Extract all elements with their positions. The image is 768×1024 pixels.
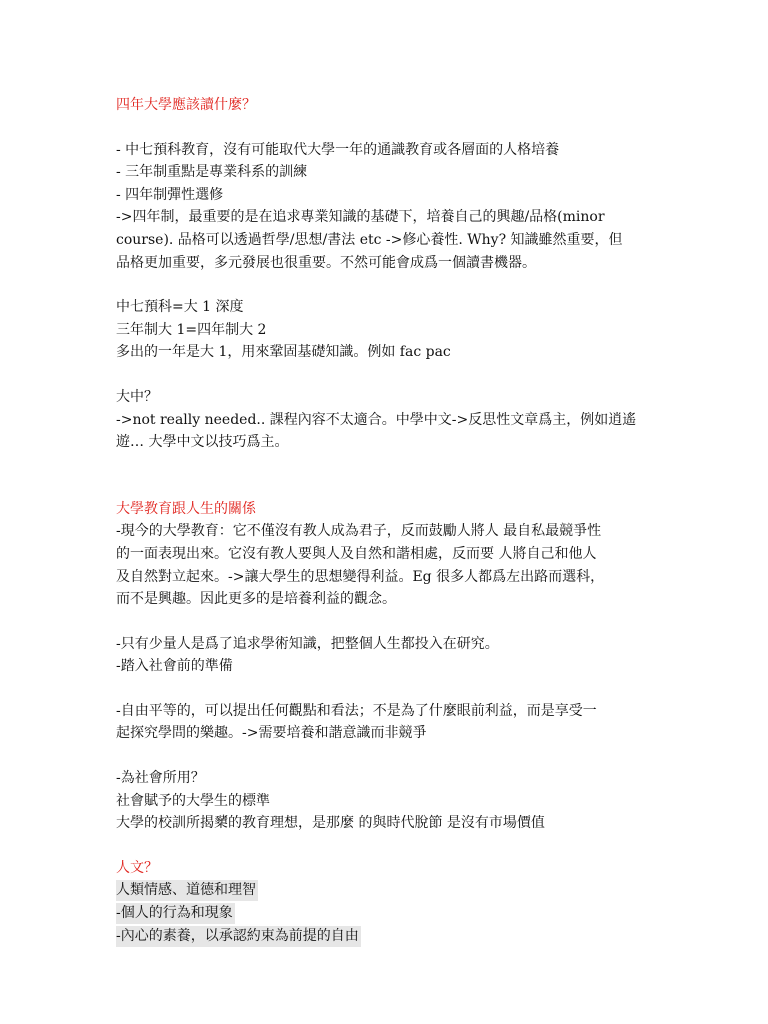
- text-line: 起探究學問的樂趣。->需要培養和諧意識而非競爭: [116, 725, 427, 742]
- text-line: - 三年制重點是專業科系的訓練: [116, 164, 308, 181]
- text-line: -只有少量人是爲了追求學術知識，把整個人生都投入在研究。: [116, 635, 499, 652]
- section-heading-education-and-life: 大學教育跟人生的關係: [116, 500, 256, 517]
- text-line: 大中？: [116, 388, 158, 405]
- highlighted-text-line: 人類情感、道德和理智: [116, 880, 258, 901]
- text-line: ->not really needed.. 課程內容不太適合。中學中文->反思性文章爲主，例如逍遙: [116, 411, 637, 428]
- document-page: [116, 94, 656, 947]
- text-line: 而不是興趣。因此更多的是培養利益的觀念。: [116, 591, 396, 608]
- text-line: 遊… 大學中文以技巧爲主。: [116, 434, 289, 451]
- text-line: 品格更加重要，多元發展也很重要。不然可能會成爲一個讀書機器。: [116, 254, 536, 271]
- paragraph-university-chinese: [116, 386, 656, 454]
- text-line: - 中七預科教育，沒有可能取代大學一年的通識教育或各層面的人格培養: [116, 141, 560, 158]
- paragraph-humanities-highlighted: [116, 879, 656, 947]
- paragraph-academic-pursuit: [116, 633, 656, 678]
- text-line: -踏入社會前的準備: [116, 658, 233, 675]
- text-line: course). 品格可以透過哲學/思想/書法 etc ->修心養性. Why? 知識雖然重要，但: [116, 231, 623, 248]
- text-line: - 四年制彈性選修: [116, 186, 224, 203]
- paragraph-freedom-equality: [116, 700, 656, 745]
- text-line: 的一面表現出來。它沒有教人要與人及自然和諧相處，反而要 人將自己和他人: [116, 545, 597, 562]
- section-heading-humanities: 人文？: [116, 859, 158, 876]
- section-heading-university-curriculum: 四年大學應該讀什麼？: [116, 97, 256, 113]
- text-line: -現今的大學教育：它不僅沒有教人成為君子，反而鼓勵人將人 最自私最競爭性: [116, 523, 602, 540]
- paragraph-four-year-system: [116, 139, 656, 275]
- text-line: -為社會所用？: [116, 770, 205, 787]
- text-line: 三年制大 1=四年制大 2: [116, 321, 267, 338]
- paragraph-year-equivalence: [116, 296, 656, 364]
- highlighted-text-line: -內心的素養，以承認約束為前提的自由: [116, 926, 361, 947]
- paragraph-modern-education: [116, 520, 656, 610]
- text-line: 多出的一年是大 1，用來鞏固基礎知識。例如 fac pac: [116, 344, 451, 361]
- highlighted-text-line: -個人的行為和現象: [116, 903, 235, 924]
- text-line: 及自然對立起來。->讓大學生的思想變得利益。Eg 很多人都爲左出路而選科，: [116, 568, 605, 585]
- text-line: 大學的校訓所揭櫫的教育理想，是那麼 的與時代脫節 是沒有市場價值: [116, 815, 545, 832]
- text-line: 中七預科=大 1 深度: [116, 299, 244, 316]
- text-line: 社會賦予的大學生的標準: [116, 792, 270, 809]
- text-line: -自由平等的，可以提出任何觀點和看法；不是為了什麼眼前利益，而是享受一: [116, 702, 597, 719]
- paragraph-social-use: [116, 767, 656, 835]
- text-line: ->四年制，最重要的是在追求專業知識的基礎下，培養自己的興趣/品格(minor: [116, 209, 605, 226]
